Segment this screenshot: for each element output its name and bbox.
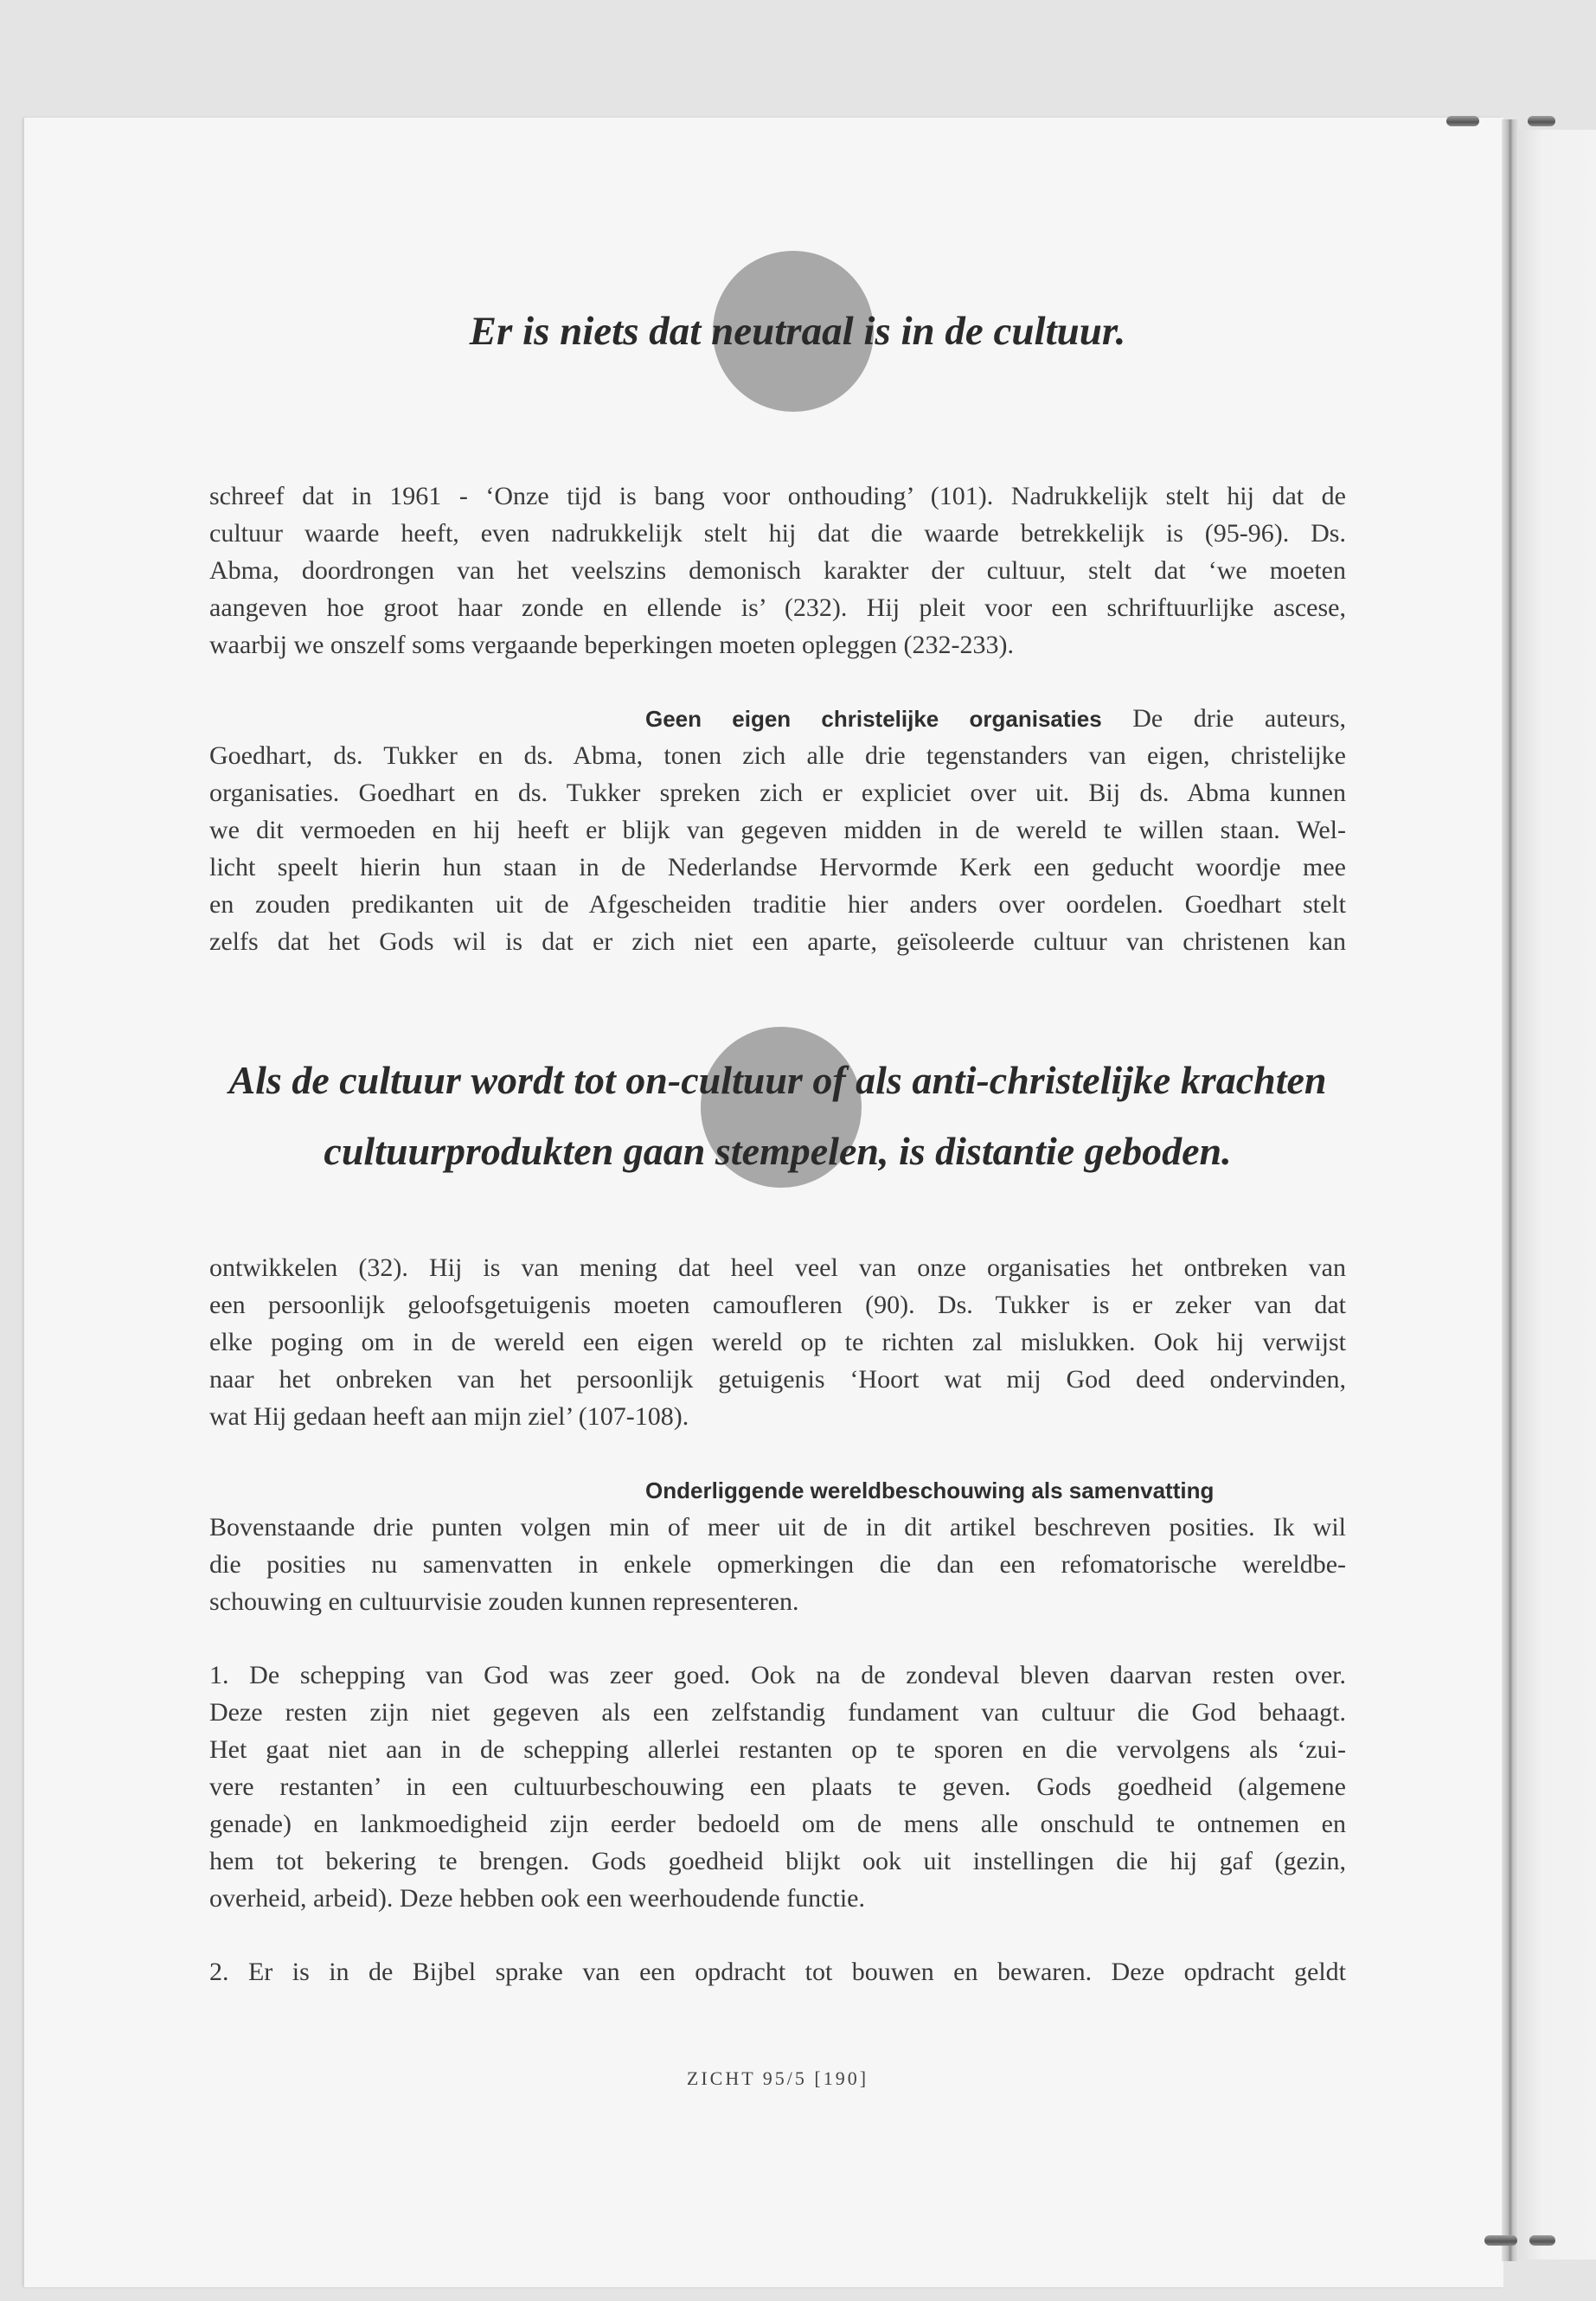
run-in-heading: Geen eigen christelijke organisaties (645, 706, 1102, 732)
section-heading: Onderliggende wereldbeschouwing als samenvatting (645, 1477, 1215, 1503)
pull-quote (209, 1045, 1346, 1187)
pull-quote-line: cultuurprodukten gaan stempelen, is distantie geboden. (324, 1129, 1232, 1173)
section-summary (209, 1471, 1346, 1620)
paragraph-3 (209, 1249, 1346, 1435)
text-line: vere restanten’ in een cultuurbeschouwing een plaats te geven. Gods goedheid (algemene (209, 1772, 1346, 1801)
text-line: genade) en lankmoedigheid zijn eerder bedoeld om de mens alle onschuld te ontnemen en (209, 1810, 1346, 1838)
text-line: 1. De schepping van God was zeer goed. Ook na de zondeval bleven daarvan resten over. (209, 1661, 1346, 1689)
text-line: waarbij we onszelf soms vergaande beperkingen moeten opleggen (232-233). (209, 631, 1014, 659)
staple-bottom-left (1484, 2235, 1517, 2246)
text-line: overheid, arbeid). Deze hebben ook een weerhoudende functie. (209, 1884, 865, 1913)
text-line: 2. Er is in de Bijbel sprake van een opdracht tot bouwen en bewaren. Deze opdracht geldt (209, 1958, 1346, 1986)
text-line: hem tot bekering te brengen. Gods goedheid blijkt ook uit instellingen die hij gaf (gezin, (209, 1847, 1346, 1875)
page-footer (209, 2066, 1346, 2092)
text-line: Bovenstaande drie punten volgen min of meer uit de in dit artikel beschreven posities. Ik wil (209, 1513, 1346, 1541)
paragraph-1 (209, 478, 1346, 663)
point-1 (209, 1657, 1346, 1917)
staple-bottom-right (1529, 2235, 1555, 2246)
staple-top-left (1446, 116, 1479, 126)
pull-quote (229, 304, 1366, 358)
staple-top-right (1528, 116, 1555, 126)
text-line: die posities nu samenvatten in enkele opmerkingen die dan een refomatorische wereldbe- (209, 1550, 1346, 1579)
text-line: cultuur waarde heeft, even nadrukkelijk stelt hij dat die waarde betrekkelijk is (95-96). Ds. (209, 519, 1346, 548)
text-column-top (209, 478, 1346, 960)
page-binding (1502, 119, 1519, 2261)
text-line: schreef dat in 1961 - ‘Onze tijd is bang voor onthouding’ (101). Nadrukkelijk stelt hij dat de (209, 482, 1346, 510)
section-heading-line (209, 1471, 1346, 1509)
text-column-bottom (209, 1249, 1346, 1990)
text-line: naar het onbreken van het persoonlijk getuigenis ‘Hoort wat mij God deed ondervinden, (209, 1365, 1346, 1394)
text-line: aangeven hoe groot haar zonde en ellende is’ (232). Hij pleit voor een schriftuurlijke ascese, (209, 593, 1346, 622)
text-line: elke poging om in de wereld een eigen wereld op te richten zal mislukken. Ook hij verwijst (209, 1328, 1346, 1356)
text-line: zelfs dat het Gods wil is dat er zich niet een aparte, geïsoleerde cultuur van christenen kan (209, 927, 1346, 956)
text-line: organisaties. Goedhart en ds. Tukker spreken zich er expliciet over uit. Bij ds. Abma kunnen (209, 779, 1346, 807)
pull-quote-line: Als de cultuur wordt tot on-cultuur of als anti-christelijke krachten (228, 1058, 1327, 1102)
text-line: ontwikkelen (32). Hij is van mening dat heel veel van onze organisaties het ontbreken van (209, 1253, 1346, 1282)
text-line: we dit vermoeden en hij heeft er blijk van gegeven midden in de wereld te willen staan. Wel- (209, 816, 1346, 844)
text-line: Het gaat niet aan in de schepping allerlei restanten op te sporen en die vervolgens als ‘zui- (209, 1735, 1346, 1764)
text-line: Abma, doordrongen van het veelszins demonisch karakter der cultuur, stelt dat ‘we moeten (209, 556, 1346, 585)
page-reference: ZICHT 95/5 [190] (686, 2067, 869, 2089)
pull-quote-line: Er is niets dat neutraal is in de cultuur. (469, 309, 1126, 354)
text-line: Deze resten zijn niet gegeven als een zelfstandig fundament van cultuur die God behaagt. (209, 1698, 1346, 1727)
point-2 (209, 1953, 1346, 1990)
text-line (209, 700, 1346, 737)
text-line: schouwing en cultuurvisie zouden kunnen representeren. (209, 1587, 799, 1616)
text-line: licht speelt hierin hun staan in de Nederlandse Hervormde Kerk een geducht woordje mee (209, 853, 1346, 881)
paragraph-2 (209, 700, 1346, 960)
text-line: een persoonlijk geloofsgetuigenis moeten camoufleren (90). Ds. Tukker is er zeker van dat (209, 1291, 1346, 1319)
text-line: Goedhart, ds. Tukker en ds. Abma, tonen zich alle drie tegenstanders van eigen, christelijke (209, 741, 1346, 770)
next-page-edge (1519, 130, 1596, 2259)
text-run: De drie auteurs, (1132, 704, 1347, 733)
text-line: wat Hij gedaan heeft aan mijn ziel’ (107-108). (209, 1402, 689, 1431)
text-line: en zouden predikanten uit de Afgescheiden traditie hier anders over oordelen. Goedhart stelt (209, 890, 1346, 919)
